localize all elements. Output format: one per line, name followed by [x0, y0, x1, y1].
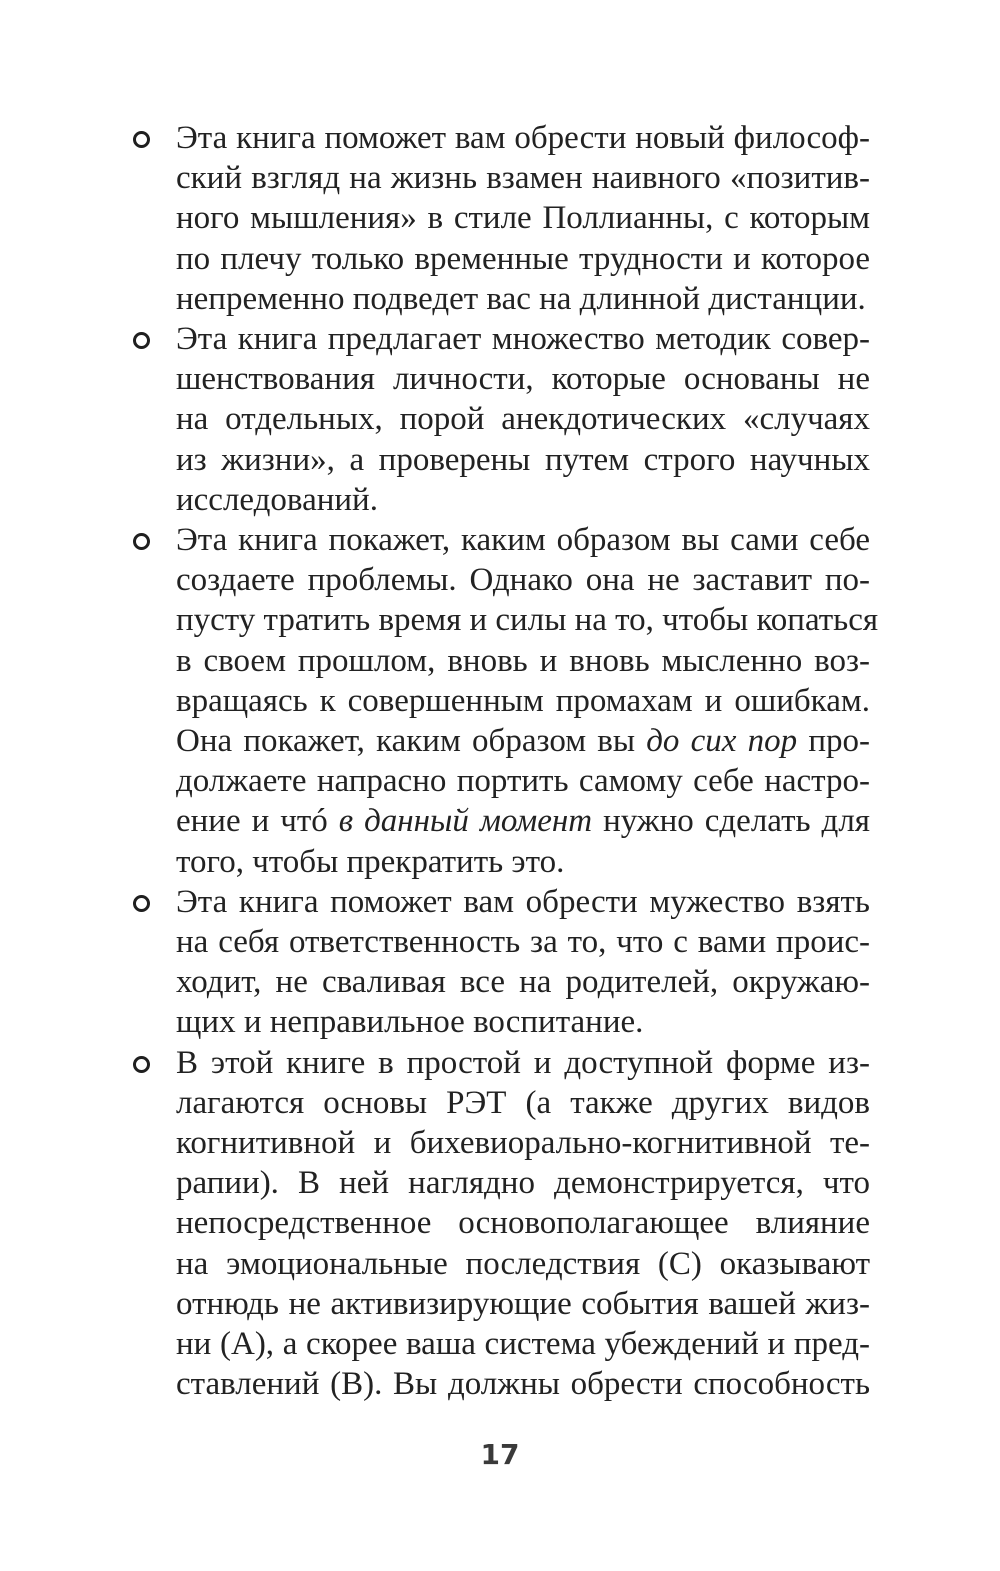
- text-line: Эта книга поможет вам обрести мужество взять: [176, 883, 870, 920]
- text-line: Эта книга поможет вам обрести новый философ-: [176, 120, 870, 156]
- text-line: ский взгляд на жизнь взамен наивного «позитив-: [176, 160, 870, 197]
- text-line: щих и неправильное воспитание.: [176, 1004, 644, 1041]
- circle-bullet-icon: [133, 332, 150, 349]
- text-line: ходит, не сваливая все на родителей, окружаю-: [176, 964, 870, 1001]
- text-line: лагаются основы РЭТ (а также других видов: [176, 1084, 870, 1121]
- text-line: на себя ответственность за то, что с вами проис-: [176, 924, 870, 960]
- text-line: ного мышления» в стиле Поллианны, с которым: [176, 200, 870, 237]
- text-line: исследований.: [176, 481, 378, 518]
- text-line: пусту тратить время и силы на то, чтобы копаться: [176, 602, 879, 639]
- circle-bullet-icon: [133, 131, 150, 148]
- text-line: ставлений (В). Вы должны обрести способность: [176, 1366, 870, 1403]
- text-line: на отдельных, порой анекдотических «случаях: [176, 401, 870, 438]
- text-line: должаете напрасно портить самому себе настро-: [176, 763, 870, 800]
- text-line: того, чтобы прекратить это.: [176, 843, 565, 880]
- text-line: из жизни», а проверены путем строго научных: [176, 441, 870, 478]
- text-line: в своем прошлом, вновь и вновь мысленно воз-: [176, 642, 870, 679]
- text-line: вращаясь к совершенным промахам и ошибкам.: [176, 682, 870, 719]
- text-run: ение и чтó: [176, 803, 339, 840]
- italic-emphasis: в данный момент: [338, 803, 593, 840]
- text-run: нужно сделать для: [592, 803, 870, 840]
- circle-bullet-icon: [133, 1056, 150, 1073]
- text-line: В этой книге в простой и доступной форме из-: [176, 1044, 870, 1081]
- text-run: про-: [797, 723, 870, 759]
- text-line: отнюдь не активизирующие события вашей жиз-: [176, 1285, 870, 1322]
- circle-bullet-icon: [133, 533, 150, 550]
- text-line: по плечу только временные трудности и которое: [176, 240, 870, 277]
- text-line: создаете проблемы. Однако она не заставит по-: [176, 562, 870, 599]
- text-line: шенствования личности, которые основаны не: [176, 361, 870, 398]
- text-line: непременно подведет вас на длинной дистанции.: [176, 280, 866, 317]
- text-line: когнитивной и бихевиорально-когнитивной те-: [176, 1125, 870, 1161]
- text-run: Она покажет, каким образом вы: [176, 723, 647, 759]
- text-line: Эта книга предлагает множество методик совер-: [176, 321, 870, 357]
- page-number: 17: [480, 1438, 520, 1471]
- text-line: [176, 721, 870, 761]
- circle-bullet-icon: [133, 895, 150, 912]
- text-line: [176, 801, 870, 841]
- italic-emphasis: до сих пор: [646, 723, 798, 759]
- text-line: Эта книга покажет, каким образом вы сами себе: [176, 522, 870, 558]
- text-line: рапии). В ней наглядно демонстрируется, что: [176, 1165, 870, 1202]
- text-line: на эмоциональные последствия (С) оказывают: [176, 1245, 870, 1282]
- text-line: непосредственное основополагающее влияние: [176, 1205, 870, 1242]
- text-line: ни (А), а скорее ваша система убеждений и пред-: [176, 1326, 870, 1362]
